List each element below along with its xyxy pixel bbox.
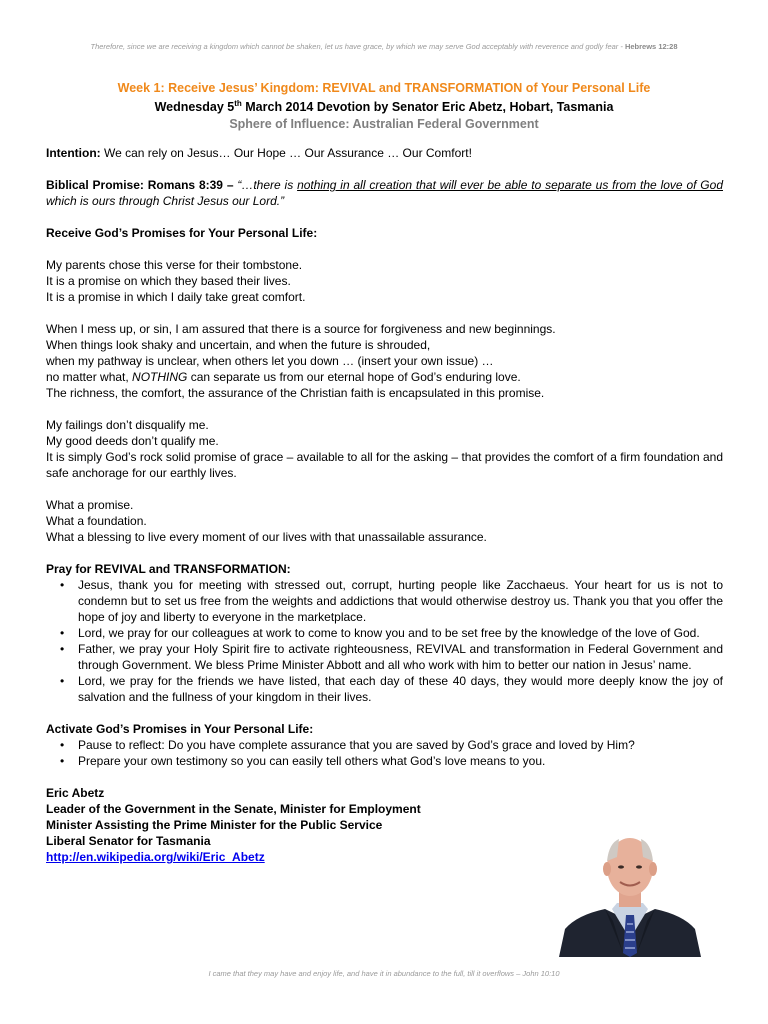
list-item: • Pause to reflect: Do you have complete assurance that you are saved by God’s grace and loved by Him? <box>46 737 723 753</box>
text-line: My failings don’t disqualify me. <box>46 418 209 432</box>
author-name: Eric Abetz <box>46 786 105 800</box>
intention-line <box>46 145 723 161</box>
promise-open: “…there is <box>237 178 298 192</box>
author-role: Liberal Senator for Tasmania <box>46 834 211 848</box>
receive-paragraph-3 <box>46 417 723 481</box>
intention-text: We can rely on Jesus… Our Hope … Our Assurance … Our Comfort! <box>100 146 472 160</box>
sphere-of-influence: Sphere of Influence: Australian Federal Government <box>229 117 539 132</box>
biblical-promise <box>46 177 723 209</box>
text-fragment: no matter what, <box>46 370 133 384</box>
footer-scripture-quote: I came that they may have and enjoy life, and have it in abundance to the full, till it overflows – John 10:10 <box>208 969 560 978</box>
devotion-body <box>46 145 723 865</box>
text-line: It is a promise in which I daily take great comfort. <box>46 290 306 304</box>
text-line: When I mess up, or sin, I am assured that there is a source for forgiveness and new beginnings. <box>46 322 556 336</box>
text-line: The richness, the comfort, the assurance of the Christian faith is encapsulated in this promise. <box>46 386 545 400</box>
text-line: What a blessing to live every moment of our lives with that unassailable assurance. <box>46 530 487 544</box>
header-quote-reference: Hebrews 12:28 <box>624 42 678 51</box>
intention-label: Intention: <box>46 146 101 160</box>
text-line: My good deeds don’t qualify me. <box>46 434 219 448</box>
devotion-date-post: March 2014 Devotion by Senator Eric Abetz, Hobart, Tasmania <box>241 100 614 115</box>
portrait-image <box>557 829 703 957</box>
list-item: • Lord, we pray for our colleagues at work to come to know you and to be set free by the knowledge of the love of God. <box>46 625 723 641</box>
author-role: Leader of the Government in the Senate, Minister for Employment <box>46 802 421 816</box>
receive-paragraph-4 <box>46 497 723 545</box>
week-title: Week 1: Receive Jesus’ Kingdom: REVIVAL and TRANSFORMATION of Your Personal Life <box>117 81 651 95</box>
promise-underlined: nothing in all creation that will ever be able to separate us from the love of God <box>297 178 723 192</box>
activate-heading: Activate God’s Promises in Your Personal Life: <box>46 722 314 736</box>
title-block <box>0 80 768 133</box>
devotion-date-pre: Wednesday 5 <box>154 100 235 115</box>
list-item: • Lord, we pray for the friends we have listed, that each day of these 40 days, they would more deeply know the joy of salvation and the fullness of your kingdom in their lives. <box>46 673 723 705</box>
list-item: • Prepare your own testimony so you can easily tell others what God’s love means to you. <box>46 753 723 769</box>
text-line: What a promise. <box>46 498 134 512</box>
header-quote-text: Therefore, since we are receiving a kingdom which cannot be shaken, let us have grace, by which we may serve God acceptably with reverence and godly fear - <box>90 42 623 51</box>
text-fragment: can separate us from our eternal hope of God’s enduring love. <box>187 370 521 384</box>
text-line: When things look shaky and uncertain, and when the future is shrouded, <box>46 338 431 352</box>
pray-heading: Pray for REVIVAL and TRANSFORMATION: <box>46 562 291 576</box>
receive-heading: Receive God’s Promises for Your Personal Life: <box>46 226 318 240</box>
promise-close: which is ours through Christ Jesus our Lord.” <box>46 194 285 208</box>
promise-label: Biblical Promise: Romans 8:39 – <box>46 178 238 192</box>
list-item: • Jesus, thank you for meeting with stressed out, corrupt, hurting people like Zacchaeus. Your heart for us is not to condemn but to set us free from the weights and addictions that would otherwise destroy us. Thank you that you offer the hope of joy and liberty to everyone in the marketplace. <box>46 577 723 625</box>
text-line: What a foundation. <box>46 514 147 528</box>
prayer-list <box>46 577 723 705</box>
text-line: when my pathway is unclear, when others let you down … (insert your own issue) … <box>46 354 494 368</box>
receive-paragraph-2 <box>46 321 723 401</box>
activate-list <box>46 737 723 769</box>
header-scripture-quote <box>0 42 768 51</box>
text-line: It is simply God’s rock solid promise of grace – available to all for the asking – that provides the comfort of a firm foundation and safe anchorage for our earthly lives. <box>46 450 723 480</box>
text-line <box>46 369 723 385</box>
emphasis-nothing: NOTHING <box>132 370 188 384</box>
text-line: It is a promise on which they based their lives. <box>46 274 291 288</box>
author-role: Minister Assisting the Prime Minister for the Public Service <box>46 818 383 832</box>
text-line: My parents chose this verse for their tombstone. <box>46 258 303 272</box>
list-item: • Father, we pray your Holy Spirit fire to activate righteousness, REVIVAL and transformation in Federal Government and through Government. We bless Prime Minister Abbott and all who work with him to better our nation in Jesus’ name. <box>46 641 723 673</box>
receive-paragraph-1 <box>46 257 723 305</box>
author-portrait-photo <box>557 829 703 957</box>
devotion-date-sup: th <box>234 99 242 108</box>
devotion-subtitle <box>0 96 768 115</box>
wikipedia-link[interactable]: http://en.wikipedia.org/wiki/Eric_Abetz <box>46 850 265 864</box>
